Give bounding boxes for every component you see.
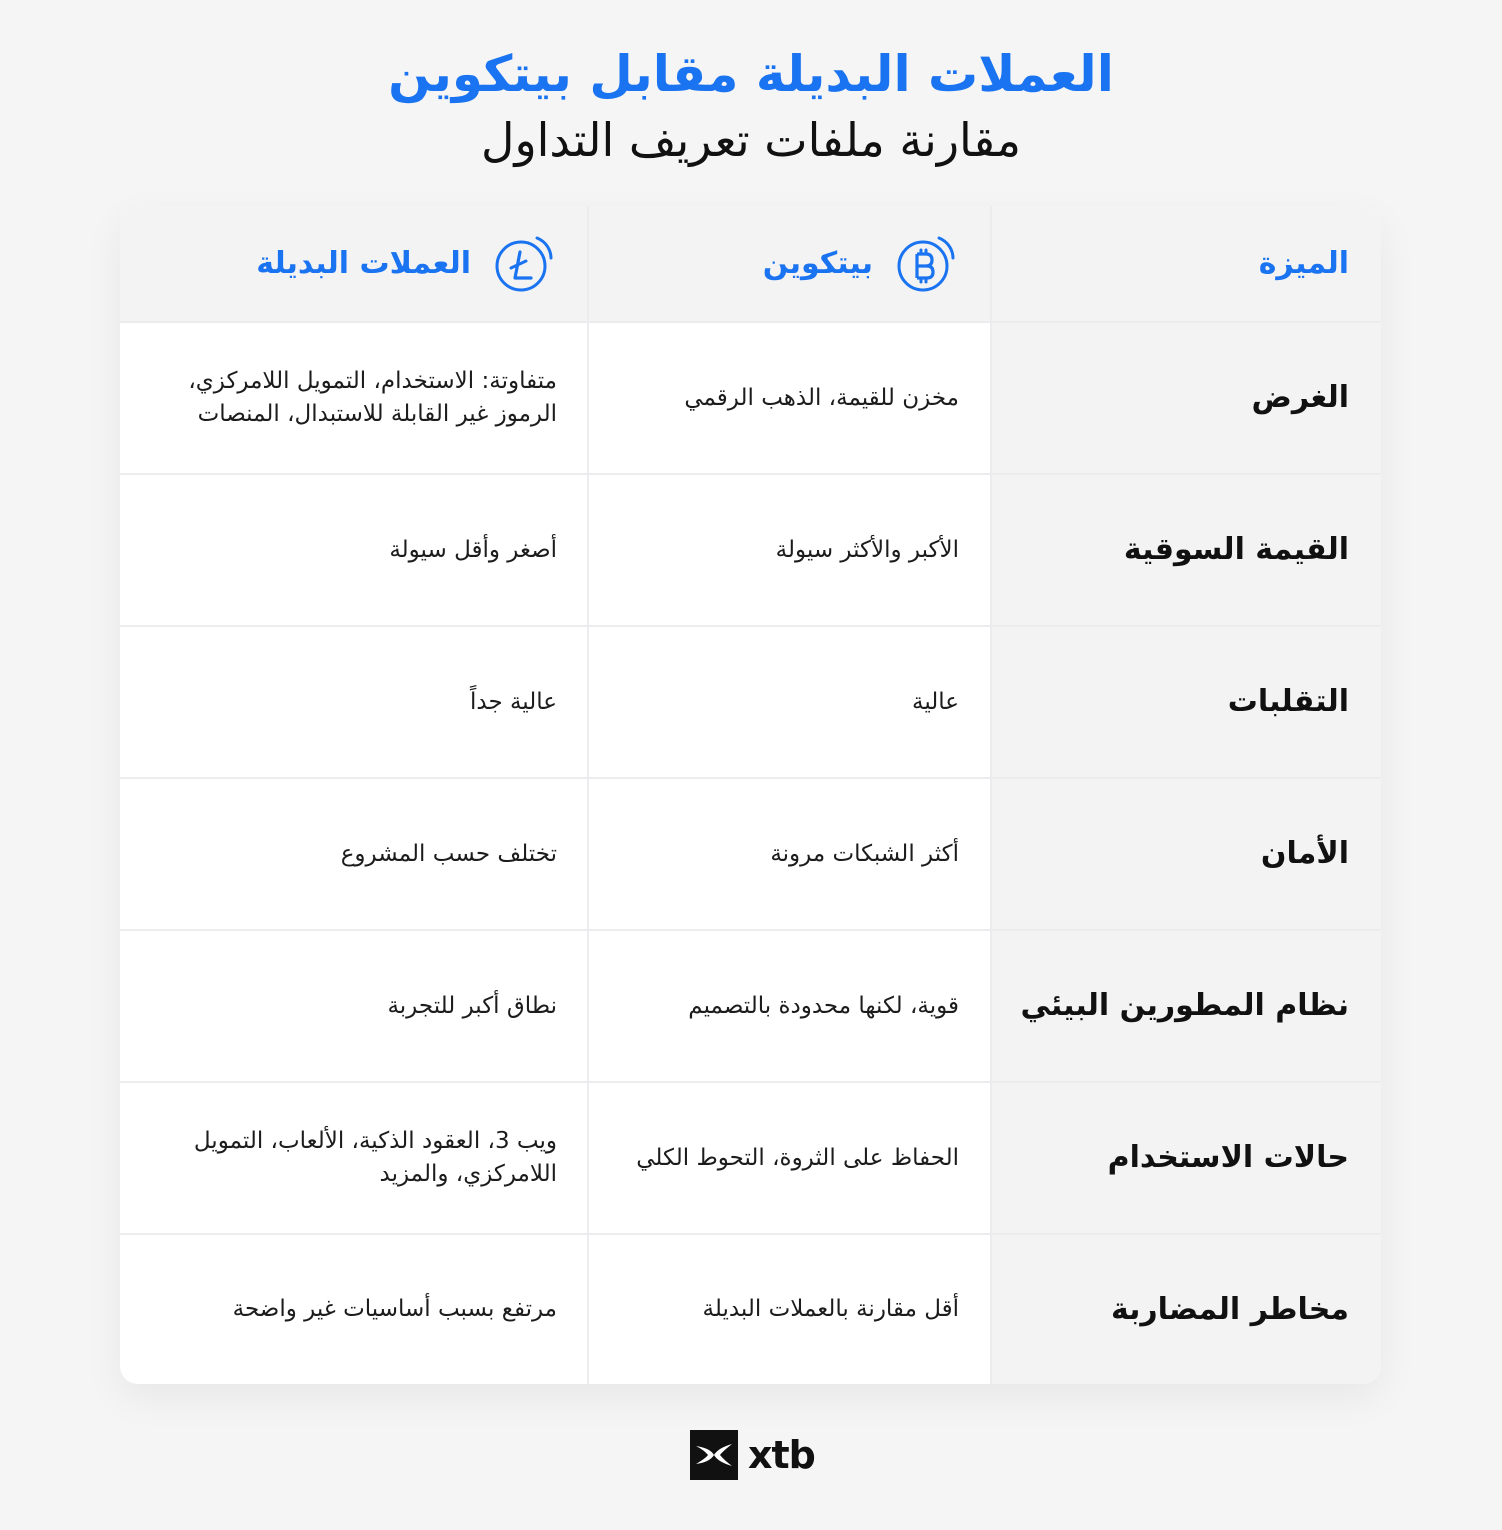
row-bitcoin-cell xyxy=(587,931,990,1081)
header-cell-feature xyxy=(990,206,1381,321)
row-feature-cell xyxy=(990,1235,1381,1384)
table-row xyxy=(120,1235,1381,1384)
row-bitcoin-cell xyxy=(587,1083,990,1233)
bitcoin-value: الأكبر والأكثر سيولة xyxy=(775,536,959,563)
altcoins-value: ويب 3، العقود الذكية، الألعاب، التمويل اللامركزي، والمزيد xyxy=(193,1128,557,1187)
row-feature-cell xyxy=(990,475,1381,625)
table-row xyxy=(120,475,1381,627)
brand-name: xtb xyxy=(748,1433,815,1477)
row-bitcoin-cell xyxy=(587,779,990,929)
table-row xyxy=(120,779,1381,931)
bitcoin-value: عالية xyxy=(911,688,959,715)
table-row xyxy=(120,1083,1381,1235)
table-row xyxy=(120,931,1381,1083)
row-altcoins-cell xyxy=(120,1083,587,1233)
row-altcoins-cell xyxy=(120,323,587,473)
bitcoin-value: مخزن للقيمة، الذهب الرقمي xyxy=(684,384,959,411)
row-feature-cell xyxy=(990,931,1381,1081)
altcoins-value: أصغر وأقل سيولة xyxy=(389,536,557,563)
column-header-feature: الميزة xyxy=(1258,246,1349,281)
bitcoin-coin-icon xyxy=(895,232,959,296)
litecoin-coin-icon xyxy=(493,232,557,296)
altcoins-value: متفاوتة: الاستخدام، التمويل اللامركزي، الرموز غير القابلة للاستبدال، المنصات xyxy=(188,368,557,427)
column-header-altcoins: العملات البديلة xyxy=(256,246,471,281)
row-bitcoin-cell xyxy=(587,627,990,777)
xtb-logo-mark-icon xyxy=(690,1430,738,1480)
header xyxy=(0,40,1502,172)
row-bitcoin-cell xyxy=(587,475,990,625)
header-cell-altcoins xyxy=(120,206,587,321)
row-altcoins-cell xyxy=(120,627,587,777)
table-row xyxy=(120,323,1381,475)
table-header-row xyxy=(120,206,1381,323)
row-bitcoin-cell xyxy=(587,1235,990,1384)
feature-label: حالات الاستخدام xyxy=(1107,1140,1349,1175)
comparison-table xyxy=(120,206,1381,1384)
feature-label: التقلبات xyxy=(1227,684,1349,719)
table-row xyxy=(120,627,1381,779)
feature-label: الغرض xyxy=(1251,380,1349,415)
feature-label: الأمان xyxy=(1260,836,1349,871)
bitcoin-value: قوية، لكنها محدودة بالتصميم xyxy=(688,992,959,1019)
column-header-bitcoin: بيتكوين xyxy=(762,246,873,281)
bitcoin-value: أقل مقارنة بالعملات البديلة xyxy=(702,1296,959,1322)
altcoins-value: نطاق أكبر للتجربة xyxy=(387,992,557,1019)
row-altcoins-cell xyxy=(120,931,587,1081)
row-altcoins-cell xyxy=(120,779,587,929)
bitcoin-value: أكثر الشبكات مرونة xyxy=(770,840,959,867)
row-feature-cell xyxy=(990,779,1381,929)
feature-label: القيمة السوقية xyxy=(1123,532,1349,567)
row-feature-cell xyxy=(990,323,1381,473)
altcoins-value: عالية جداً xyxy=(469,688,557,715)
bitcoin-value: الحفاظ على الثروة، التحوط الكلي xyxy=(636,1144,959,1171)
row-feature-cell xyxy=(990,1083,1381,1233)
header-cell-bitcoin xyxy=(587,206,990,321)
row-feature-cell xyxy=(990,627,1381,777)
feature-label: مخاطر المضاربة xyxy=(1110,1291,1349,1327)
row-bitcoin-cell xyxy=(587,323,990,473)
brand-logo xyxy=(690,1430,815,1480)
altcoins-value: مرتفع بسبب أساسيات غير واضحة xyxy=(232,1296,557,1322)
row-altcoins-cell xyxy=(120,1235,587,1384)
page-subtitle: مقارنة ملفات تعريف التداول xyxy=(481,113,1021,167)
page-title: العملات البديلة مقابل بيتكوين xyxy=(388,45,1114,103)
feature-label: نظام المطورين البيئي xyxy=(1020,988,1349,1023)
altcoins-value: تختلف حسب المشروع xyxy=(340,840,557,867)
row-altcoins-cell xyxy=(120,475,587,625)
